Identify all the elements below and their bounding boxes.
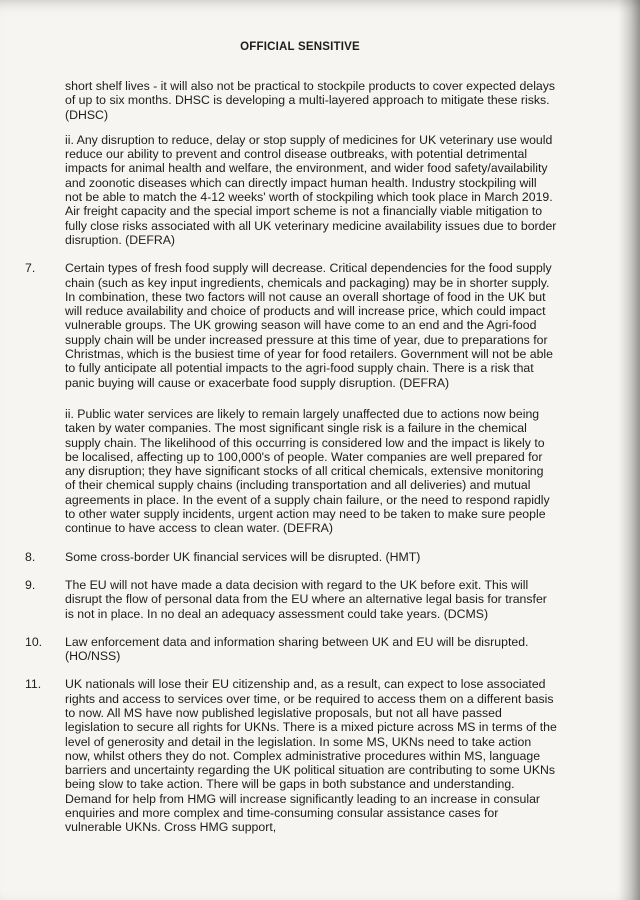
document-body [25, 79, 557, 835]
item-number: 8. [25, 549, 36, 564]
list-item-11 [25, 677, 557, 834]
item-text: The EU will not have made a data decision with regard to the UK before exit. This will disrupt the flow of personal data from the EU where an alternative legal basis for transfer is not in place. In no deal an adequacy assessment could take years. (DCMS) [65, 577, 547, 621]
sub-paragraph-ii-water: ii. Public water services are likely to remain largely unaffected due to actions now being taken by water companies. The most significant single risk is a failure in the chemical supply chain. The likelihood of this occurring is considered low and the impact is likely to be localised, affecting up to 100,000's of people. Water companies are well prepared for any disruption; they have significant stocks of all critical chemicals, extensive monitoring of their chemical supply chains (including transportation and all deliveries) and mutual agreements in place. In the event of a supply chain failure, or the need to respond rapidly to other water supply incidents, urgent action may need to be taken to make sure people continue to have access to clean water. (DEFRA) [65, 406, 550, 536]
item-number: 10. [25, 634, 43, 649]
item-text: UK nationals will lose their EU citizenship and, as a result, can expect to lose associated rights and access to services over time, or be required to access them on a different basis to now. All MS have now published legislative proposals, but not all have passed legislation to secure all rights for UKNs. There is a mixed picture across MS in terms of the level of generosity and detail in the legislation. In some MS, UKNs need to take action now, whilst others they do not. Complex administrative procedures within MS, language barriers and uncertainty regarding the UK political situation are contributing to some UKNs being slow to take action. There will be gaps in both substance and understanding. Demand for help from HMG will increase significantly leading to an increase in consular enquiries and more complex and time-consuming consular assistance cases for vulnerable UKNs. Cross HMG support, [65, 677, 557, 835]
item-number: 7. [25, 261, 36, 276]
item-text: Some cross-border UK financial services will be disrupted. (HMT) [65, 549, 421, 564]
continuation-paragraph: short shelf lives - it will also not be practical to stockpile products to cover expected delays of up to six months. DHSC is developing a multi-layered approach to mitigate these risks. (DHSC) [65, 79, 556, 122]
classification-header: OFFICIAL SENSITIVE [240, 41, 360, 53]
item-number: 9. [25, 577, 36, 592]
page-shadow-edge [618, 0, 640, 900]
item-text: Certain types of fresh food supply will decrease. Critical dependencies for the food supply chain (such as key input ingredients, chemicals and packaging) may be in shorter supply. In combination, these two factors will not cause an overall shortage of food in the UK but will reduce availability and choice of products and will increase price, which could impact vulnerable groups. The UK growing season will have come to an end and the Agri-food supply chain will be under increased pressure at this time of year, due to preparations for Christmas, which is the busiest time of year for food retailers. Government will not be able to fully anticipate all potential impacts to the agri-food supply chain. There is a risk that panic buying will cause or exacerbate food supply disruption. (DEFRA) [65, 261, 553, 390]
list-item-10 [25, 635, 557, 664]
list-item-7 [25, 261, 557, 390]
list-item-9 [25, 578, 557, 621]
item-number: 11. [25, 677, 42, 692]
item-text: Law enforcement data and information sharing between UK and EU will be disrupted. (HO/NSS) [65, 634, 529, 664]
sub-paragraph-ii-veterinary: ii. Any disruption to reduce, delay or stop supply of medicines for UK veterinary use would reduce our ability to prevent and control disease outbreaks, with potential detrimental impacts for animal health and welfare, the environment, and wider food safety/availability and zoonotic diseases which can directly impact human health. Industry stockpiling will not be able to match the 4-12 weeks' worth of stockpiling which took place in March 2019. Air freight capacity and the special import scheme is not a financially viable mitigation to fully close risks associated with all UK veterinary medicine availability issues due to border disruption. (DEFRA) [65, 132, 557, 247]
list-item-8 [25, 550, 557, 564]
